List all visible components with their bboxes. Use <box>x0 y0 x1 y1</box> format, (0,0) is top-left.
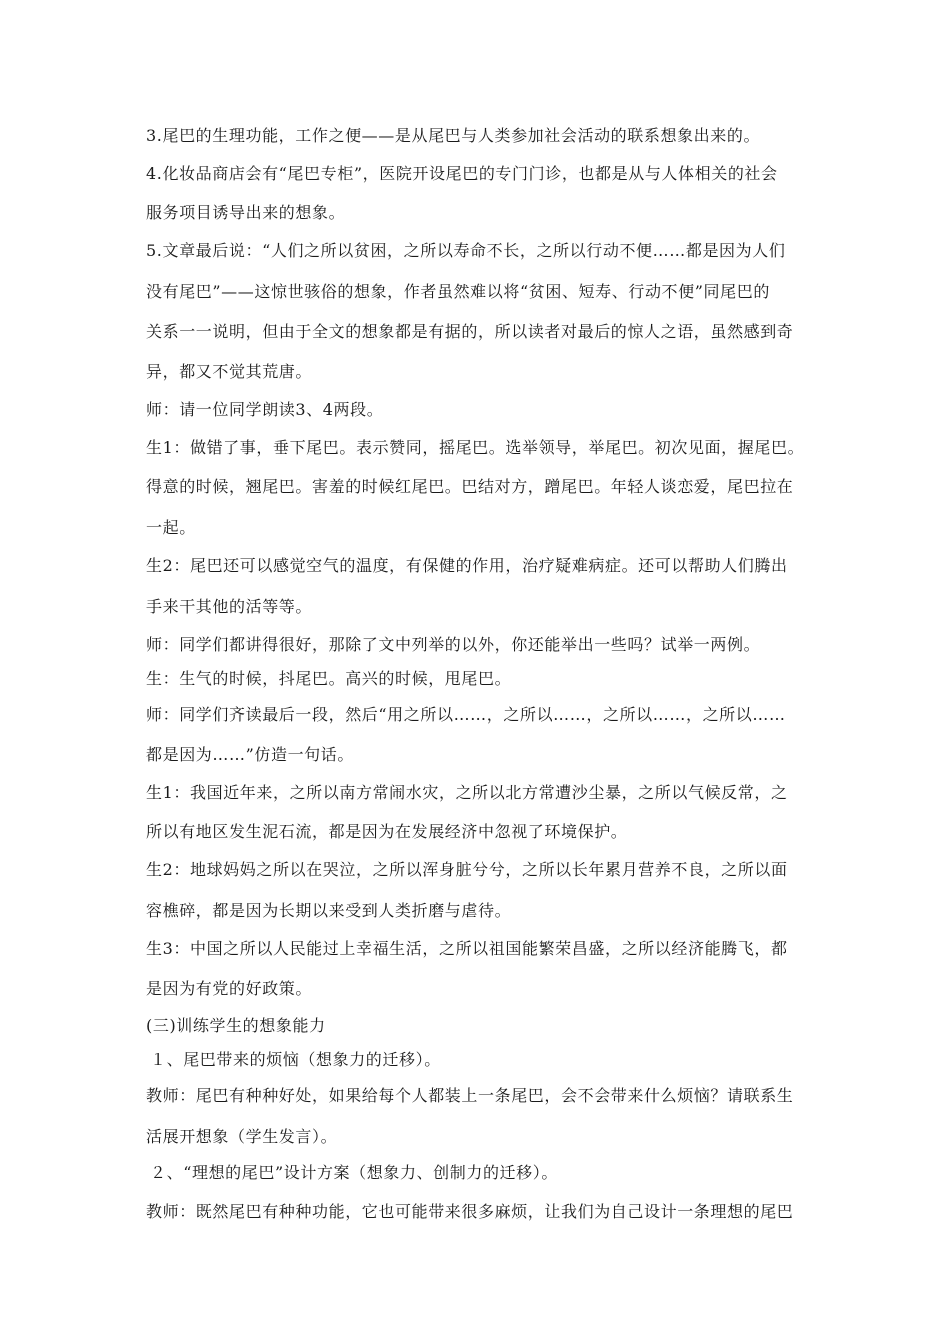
text-line: 容樵碎，都是因为长期以来受到人类折磨与虐待。 <box>146 901 512 920</box>
text-line: 服务项目诱导出来的想象。 <box>146 203 346 222</box>
text-line: 教师：既然尾巴有种种功能，它也可能带来很多麻烦，让我们为自己设计一条理想的尾巴 <box>146 1202 794 1221</box>
text-line: ２、“理想的尾巴”设计方案（想象力、创制力的迁移）。 <box>150 1163 558 1182</box>
text-line: 得意的时候，翘尾巴。害羞的时候红尾巴。巴结对方，蹭尾巴。年轻人谈恋爱，尾巴拉在 <box>146 477 794 496</box>
text-line: 是因为有党的好政策。 <box>146 979 313 998</box>
text-line: 生：生气的时候，抖尾巴。高兴的时候，甩尾巴。 <box>146 669 512 688</box>
text-line: 4.化妆品商店会有“尾巴专柜”，医院开设尾巴的专门门诊，也都是从与人体相关的社会 <box>146 164 778 183</box>
text-line: (三)训练学生的想象能力 <box>146 1016 326 1035</box>
text-line: 5.文章最后说：“人们之所以贫困，之所以寿命不长，之所以行动不便……都是因为人们 <box>146 241 786 260</box>
text-line: 生3：中国之所以人民能过上幸福生活，之所以祖国能繁荣昌盛，之所以经济能腾飞，都 <box>146 939 788 958</box>
text-line: 3.尾巴的生理功能，工作之便——是从尾巴与人类参加社会活动的联系想象出来的。 <box>146 126 761 145</box>
text-line: 都是因为……”仿造一句话。 <box>146 745 354 764</box>
text-line: １、尾巴带来的烦恼（想象力的迁移）。 <box>150 1050 441 1069</box>
text-line: 手来干其他的活等等。 <box>146 597 313 616</box>
text-line: 生1：我国近年来，之所以南方常闹水灾，之所以北方常遭沙尘暴，之所以气候反常，之 <box>146 783 788 802</box>
text-line: 一起。 <box>146 518 196 537</box>
text-line: 异，都又不觉其荒唐。 <box>146 362 313 381</box>
text-line: 生2：地球妈妈之所以在哭泣，之所以浑身脏兮兮，之所以长年累月营养不良，之所以面 <box>146 860 788 879</box>
text-line: 生2：尾巴还可以感觉空气的温度，有保健的作用，治疗疑难病症。还可以帮助人们腾出 <box>146 556 788 575</box>
text-line: 活展开想象（学生发言）。 <box>146 1127 338 1146</box>
text-line: 师：同学们都讲得很好，那除了文中列举的以外，你还能举出一些吗？试举一两例。 <box>146 635 761 654</box>
text-line: 没有尾巴”——这惊世骇俗的想象，作者虽然难以将“贫困、短寿、行动不便”同尾巴的 <box>146 282 770 301</box>
text-line: 教师：尾巴有种种好处，如果给每个人都装上一条尾巴，会不会带来什么烦恼？请联系生 <box>146 1086 794 1105</box>
text-line: 所以有地区发生泥石流，都是因为在发展经济中忽视了环境保护。 <box>146 822 628 841</box>
text-line: 师：同学们齐读最后一段，然后“用之所以……，之所以……，之所以……，之所以…… <box>146 705 786 724</box>
text-line: 生1：做错了事，垂下尾巴。表示赞同，摇尾巴。选举领导，举尾巴。初次见面，握尾巴。 <box>146 438 805 457</box>
text-line: 关系一一说明，但由于全文的想象都是有据的，所以读者对最后的惊人之语，虽然感到奇 <box>146 322 794 341</box>
text-line: 师：请一位同学朗读3、4两段。 <box>146 400 384 419</box>
